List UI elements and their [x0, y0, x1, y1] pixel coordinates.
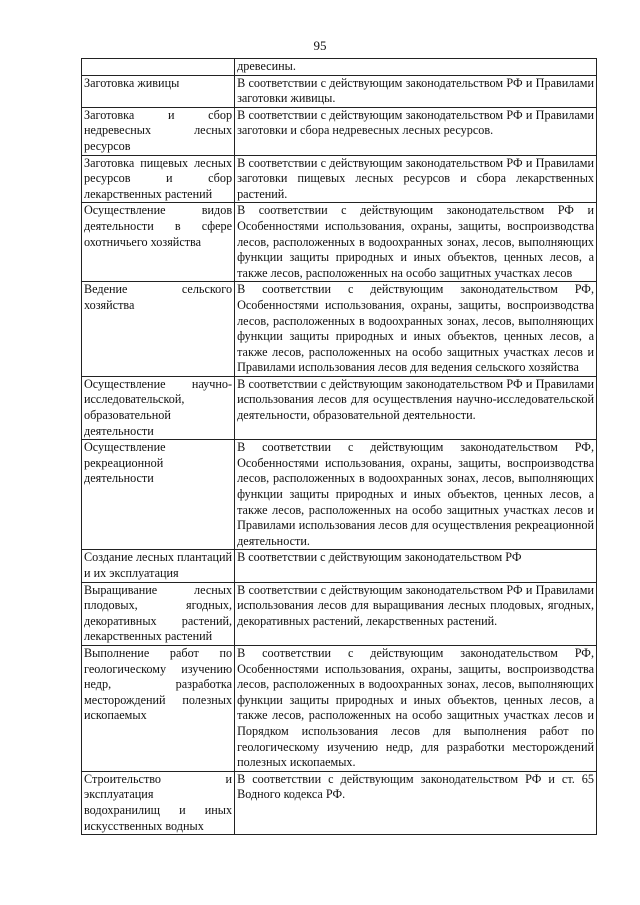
regulation-cell: В соответствии с действующим законодательством РФ, Особенностями использования, охраны, защиты, воспроизводства лесов, расположенных в водоохранных зонах, лесов, выполняющих функции защиты природных и иных объектов, ценных лесов, а также лесов, расположенных на особо защитных участках лесов и Правилами использования лесов для осуществления рекреационной деятельности. — [235, 440, 597, 550]
regulation-cell: В соответствии с действующим законодательством РФ, Особенностями использования, охраны, защиты, воспроизводства лесов, расположенных в водоохранных зонах, лесов, выполняющих функции защиты природных и иных объектов, ценных лесов, а также лесов, расположенных на особо защитных участках лесов и Правилами использования лесов для ведения сельского хозяйства — [235, 282, 597, 377]
table-row — [82, 582, 597, 645]
regulation-cell: В соответствии с действующим законодательством РФ и Правилами использования лесов для осуществления научно-исследовательской деятельности, образовательной деятельности. — [235, 376, 597, 439]
regulation-cell: В соответствии с действующим законодательством РФ и Правилами использования лесов для выращивания лесных плодовых, ягодных, декоративных растений, лекарственных растений. — [235, 582, 597, 645]
regulation-cell: В соответствии с действующим законодательством РФ и ст. 65 Водного кодекса РФ. — [235, 771, 597, 834]
table-row — [82, 107, 597, 155]
activity-cell: Создание лесных плантаций и их эксплуатация — [82, 550, 235, 582]
activity-cell: Выращивание лесных плодовых, ягодных, декоративных растений, лекарственных растений — [82, 582, 235, 645]
page-number: 95 — [313, 38, 327, 53]
activity-cell: Строительство и эксплуатация водохранилищ и иных искусственных водных — [82, 771, 235, 834]
activity-cell: Заготовка пищевых лесных ресурсов и сбор лекарственных растений — [82, 155, 235, 203]
regulation-cell: В соответствии с действующим законодательством РФ — [235, 550, 597, 582]
table-row — [82, 771, 597, 834]
table-row — [82, 155, 597, 203]
regulation-cell: В соответствии с действующим законодательством РФ и Правилами заготовки пищевых лесных ресурсов и сбора лекарственных растений. — [235, 155, 597, 203]
activity-cell: Ведение сельского хозяйства — [82, 282, 235, 377]
activity-cell: Осуществление видов деятельности в сфере охотничьего хозяйства — [82, 203, 235, 282]
activity-cell: Выполнение работ по геологическому изучению недр, разработка месторождений полезных ископаемых — [82, 645, 235, 771]
activity-cell: Заготовка и сбор недревесных лесных ресурсов — [82, 107, 235, 155]
forest-use-table — [81, 58, 597, 835]
activity-cell: Заготовка живицы — [82, 75, 235, 107]
activity-cell: Осуществление научно-исследовательской, образовательной деятельности — [82, 376, 235, 439]
activity-cell: Осуществление рекреационной деятельности — [82, 440, 235, 550]
table-row — [82, 282, 597, 377]
table-row — [82, 203, 597, 282]
table-row — [82, 75, 597, 107]
table-row — [82, 440, 597, 550]
table-row — [82, 59, 597, 76]
regulation-cell: В соответствии с действующим законодательством РФ и Особенностями использования, охраны, защиты, воспроизводства лесов, расположенных в водоохранных зонах, лесов, выполняющих функции защиты природных и иных объектов, ценных лесов, а также лесов, расположенных на особо защитных участках лесов — [235, 203, 597, 282]
regulation-cell: древесины. — [235, 59, 597, 76]
regulation-cell: В соответствии с действующим законодательством РФ, Особенностями использования, охраны, защиты, воспроизводства лесов, расположенных в водоохранных зонах, лесов, выполняющих функции защиты природных и иных объектов, ценных лесов, а также лесов, расположенных на особо защитных участках лесов и Порядком использования лесов для выполнения работ по геологическому изучению недр, для разработки месторождений полезных ископаемых. — [235, 645, 597, 771]
table-row — [82, 376, 597, 439]
table-row — [82, 550, 597, 582]
regulation-cell: В соответствии с действующим законодательством РФ и Правилами заготовки и сбора недревесных лесных ресурсов. — [235, 107, 597, 155]
activity-cell — [82, 59, 235, 76]
regulation-cell: В соответствии с действующим законодательством РФ и Правилами заготовки живицы. — [235, 75, 597, 107]
table-row — [82, 645, 597, 771]
